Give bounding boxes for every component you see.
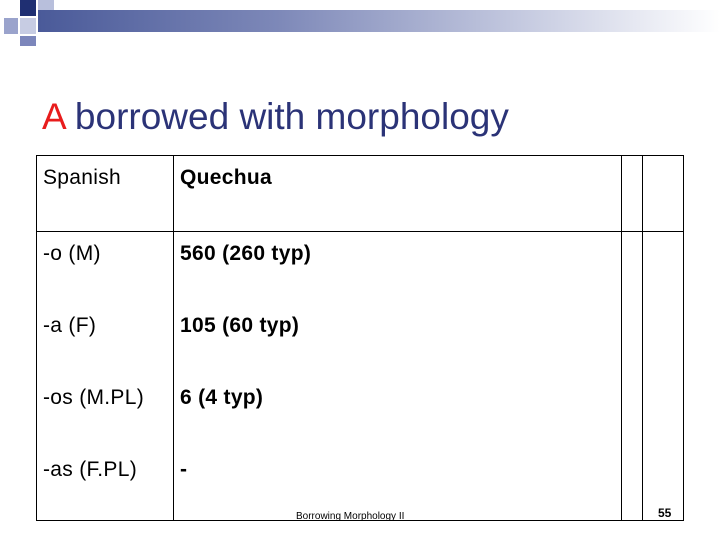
decor-square [38, 0, 54, 10]
empty-cell [622, 448, 643, 521]
header-cell-quechua: Quechua [174, 156, 622, 232]
empty-cell [622, 232, 643, 305]
quechua-cell: - [174, 448, 622, 521]
title-highlight: A [42, 96, 65, 137]
decor-square [20, 0, 36, 16]
spanish-cell: -o (M) [37, 232, 174, 305]
morphology-table [36, 155, 684, 521]
table-row [37, 232, 684, 305]
table-row [37, 448, 684, 521]
decor-square [20, 36, 36, 46]
title-text: borrowed with morphology [64, 96, 509, 137]
quechua-cell: 6 (4 typ) [174, 376, 622, 448]
spanish-cell: -as (F.PL) [37, 448, 174, 521]
slide-title [42, 96, 509, 138]
page-number: 55 [658, 506, 672, 520]
empty-cell [643, 304, 684, 376]
quechua-cell: 105 (60 typ) [174, 304, 622, 376]
empty-cell [643, 232, 684, 305]
footer-text: Borrowing Morphology II [296, 511, 405, 522]
empty-cell [622, 304, 643, 376]
quechua-cell: 560 (260 typ) [174, 232, 622, 305]
empty-cell [643, 376, 684, 448]
header-gradient-bar [38, 10, 720, 32]
table-header-row [37, 156, 684, 232]
spanish-cell: -a (F) [37, 304, 174, 376]
decor-square [20, 18, 36, 34]
table-row [37, 304, 684, 376]
empty-cell [622, 156, 643, 232]
table-row [37, 376, 684, 448]
header-cell-spanish: Spanish [37, 156, 174, 232]
empty-cell [622, 376, 643, 448]
empty-cell [643, 156, 684, 232]
spanish-cell: -os (M.PL) [37, 376, 174, 448]
decor-square [4, 18, 18, 34]
